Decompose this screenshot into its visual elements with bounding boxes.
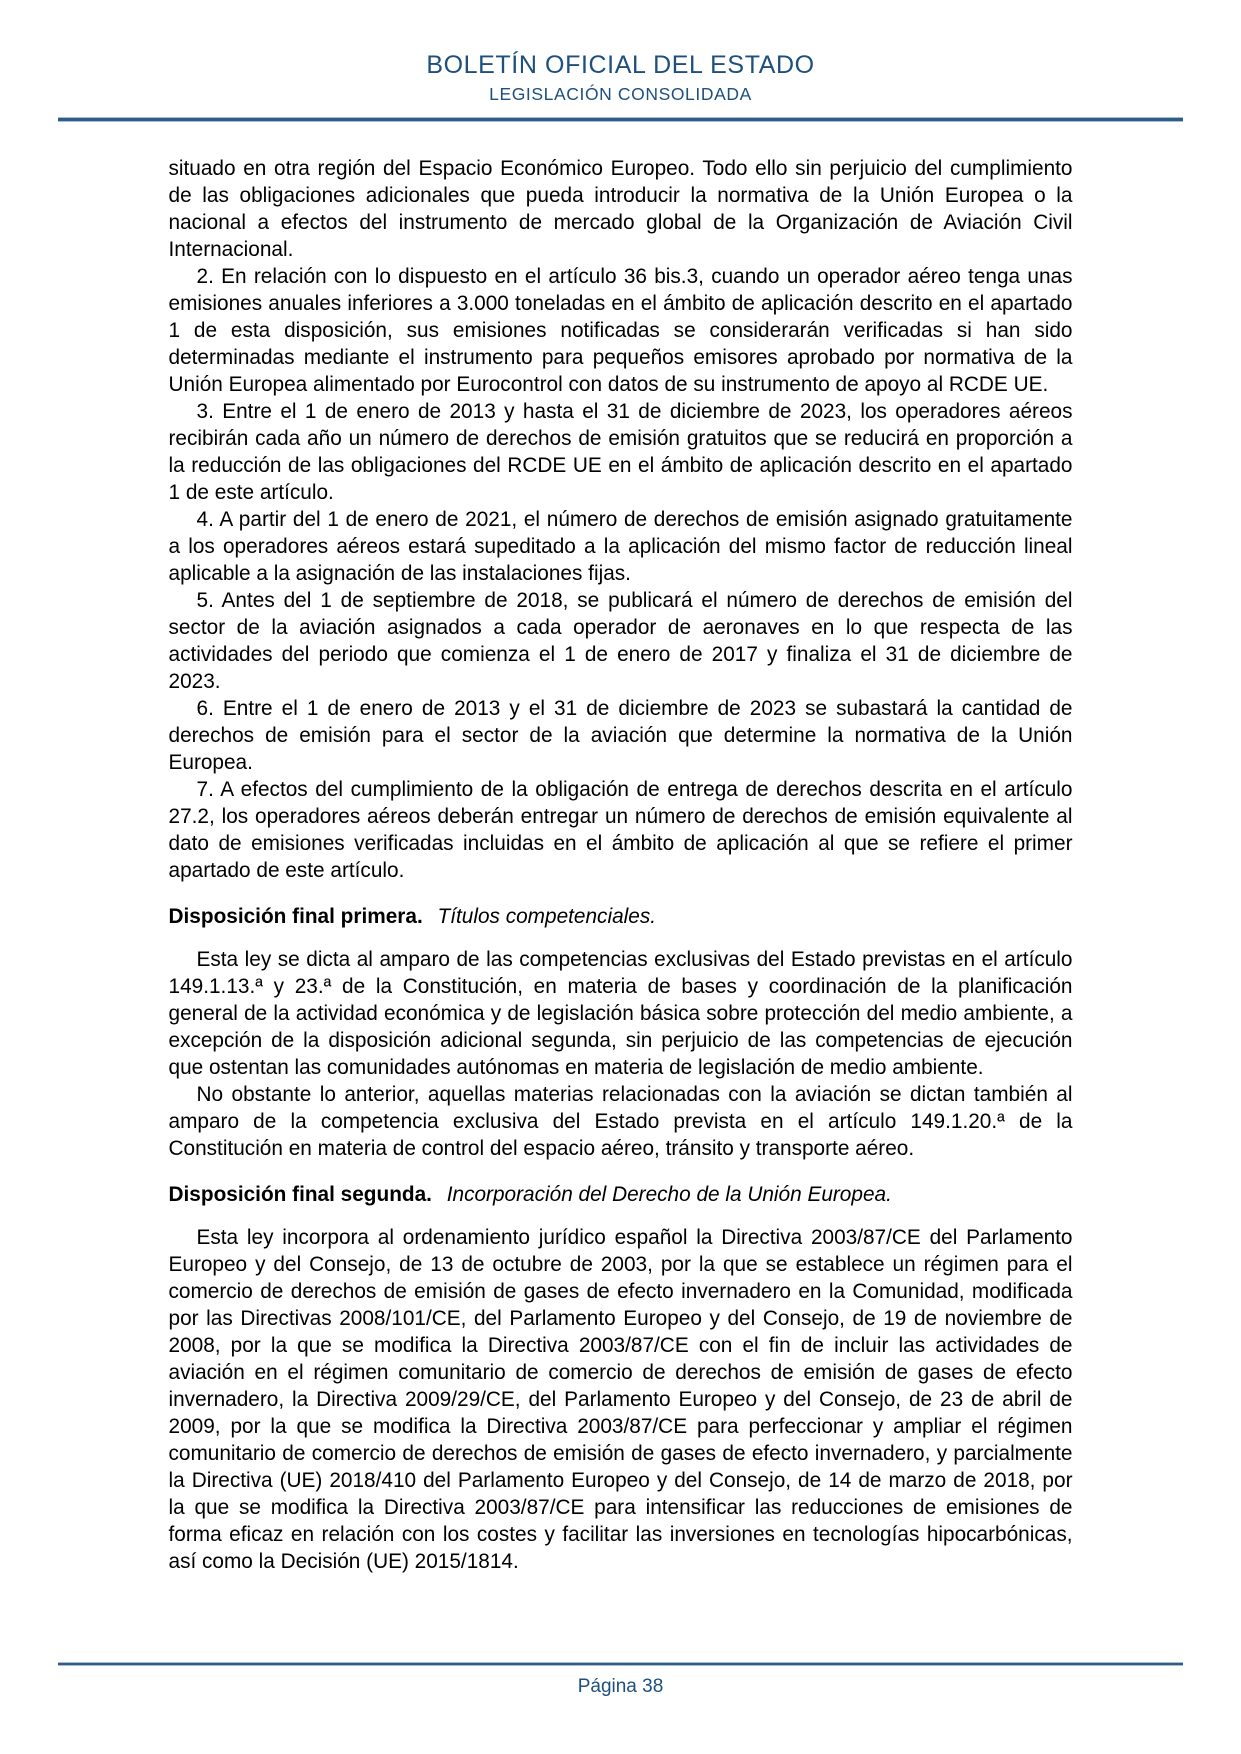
boe-masthead-title: BOLETÍN OFICIAL DEL ESTADO <box>426 51 815 79</box>
heading-label: Disposición final primera. <box>168 905 423 928</box>
page-footer <box>0 1662 1241 1699</box>
paragraph-item-2: 2. En relación con lo dispuesto en el artículo 36 bis.3, cuando un operador aéreo tenga unas emisiones anuales inferiores a 3.000 toneladas en el ámbito de aplicación descrito en el apartado 1 de esta disposición, sus emisiones notificadas se considerarán verificadas si han sido determinadas mediante el instrumento para pequeños emisores aprobado por normativa de la Unión Europea alimentado por Eurocontrol con datos de su instrumento de apoyo al RCDE UE. <box>168 265 1073 396</box>
paragraph-incorporacion: Esta ley incorpora al ordenamiento jurídico español la Directiva 2003/87/CE del Parlamento Europeo y del Consejo, de 13 de octubre de 2003, por la que se establece un régimen para el comercio de derechos de emisión de gases de efecto invernadero en la Comunidad, modificada por las Directivas 2008/101/CE, del Parlamento Europeo y del Consejo, de 19 de noviembre de 2008, por la que se modifica la Directiva 2003/87/CE con el fin de incluir las actividades de aviación en el régimen comunitario de comercio de derechos de emisión de gases de efecto invernadero, la Directiva 2009/29/CE, del Parlamento Europeo y del Consejo, de 23 de abril de 2009, por la que se modifica la Directiva 2003/87/CE para perfeccionar y ampliar el régimen comunitario de comercio de derechos de emisión de gases de efecto invernadero, y parcialmente la Directiva (UE) 2018/410 del Parlamento Europeo y del Consejo, de 14 de marzo de 2018, por la que se modifica la Directiva 2003/87/CE para intensificar las reducciones de emisiones de forma eficaz en relación con los costes y facilitar las inversiones en tecnologías hipocarbónicas, así como la Decisión (UE) 2015/1814. <box>168 1226 1073 1573</box>
heading-disposicion-final-primera <box>169 903 1073 930</box>
paragraph-item-6: 6. Entre el 1 de enero de 2013 y el 31 de diciembre de 2023 se subastará la cantidad de derechos de emisión para el sector de la aviación que determine la normativa de la Unión Europea. <box>168 697 1073 774</box>
header-divider-rule <box>58 117 1183 122</box>
boe-masthead-subtitle: LEGISLACIÓN CONSOLIDADA <box>489 84 752 104</box>
heading-subtitle: Incorporación del Derecho de la Unión Europea. <box>446 1183 892 1206</box>
paragraph-item-7: 7. A efectos del cumplimiento de la obligación de entrega de derechos descrita en el artículo 27.2, los operadores aéreos deberán entregar un número de derechos de emisión equivalente al dato de emisiones verificadas incluidas en el ámbito de aplicación al que se refiere el primer apartado de este artículo. <box>168 778 1073 882</box>
document-body <box>169 155 1073 1575</box>
paragraph-continuation: situado en otra región del Espacio Económico Europeo. Todo ello sin perjuicio del cumplimiento de las obligaciones adicionales que pueda introducir la normativa de la Unión Europea o la nacional a efectos del instrumento de mercado global de la Organización de Aviación Civil Internacional. <box>168 157 1073 261</box>
page-header <box>0 0 1241 106</box>
heading-disposicion-final-segunda <box>169 1181 1073 1208</box>
paragraph-competencias: Esta ley se dicta al amparo de las competencias exclusivas del Estado previstas en el artículo 149.1.13.ª y 23.ª de la Constitución, en materia de bases y coordinación de la planificación general de la actividad económica y de legislación básica sobre protección del medio ambiente, a excepción de la disposición adicional segunda, sin perjuicio de las competencias de ejecución que ostentan las comunidades autónomas en materia de legislación de medio ambiente. <box>168 948 1073 1079</box>
heading-label: Disposición final segunda. <box>168 1183 432 1206</box>
paragraph-item-4: 4. A partir del 1 de enero de 2021, el número de derechos de emisión asignado gratuitamente a los operadores aéreos estará supeditado a la aplicación del mismo factor de reducción lineal aplicable a la asignación de las instalaciones fijas. <box>168 508 1073 585</box>
paragraph-item-3: 3. Entre el 1 de enero de 2013 y hasta el 31 de diciembre de 2023, los operadores aéreos recibirán cada año un número de derechos de emisión gratuitos que se reducirá en proporción a la reducción de las obligaciones del RCDE UE en el ámbito de aplicación descrito en el apartado 1 de este artículo. <box>168 400 1073 504</box>
paragraph-item-5: 5. Antes del 1 de septiembre de 2018, se publicará el número de derechos de emisión del sector de la aviación asignados a cada operador de aeronaves en lo que respecta de las actividades del periodo que comienza el 1 de enero de 2017 y finaliza el 31 de diciembre de 2023. <box>168 589 1073 693</box>
paragraph-no-obstante: No obstante lo anterior, aquellas materias relacionadas con la aviación se dictan también al amparo de la competencia exclusiva del Estado prevista en el artículo 149.1.20.ª de la Constitución en materia de control del espacio aéreo, tránsito y transporte aéreo. <box>168 1083 1073 1160</box>
footer-divider-rule <box>58 1662 1183 1666</box>
page-number: Página 38 <box>577 1676 664 1697</box>
heading-subtitle: Títulos competenciales. <box>437 905 657 928</box>
